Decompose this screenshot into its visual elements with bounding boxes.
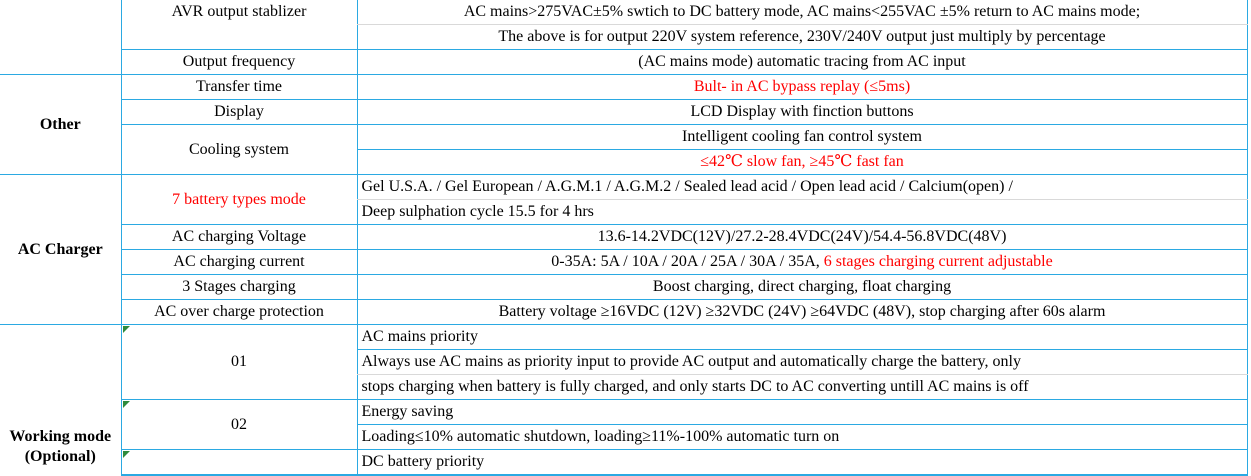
spec-label-text: 01 xyxy=(231,353,247,370)
cell-error-marker-icon xyxy=(123,326,130,333)
spec-value-cooling-line1 xyxy=(357,125,1247,150)
spec-label-avr xyxy=(121,0,357,50)
spec-value-output-frequency xyxy=(357,50,1247,75)
spec-label-text: AC charging current xyxy=(173,253,305,270)
spec-label-text: Cooling system xyxy=(188,140,289,158)
category-text-line1: Working mode xyxy=(9,428,112,445)
spec-label-mode-03 xyxy=(121,450,357,476)
spec-label-text-red: 7 battery types mode xyxy=(172,190,306,208)
spec-value-text: (AC mains mode) automatic tracing from AC input xyxy=(638,53,966,70)
spec-value-text: The above is for output 220V system reference, 230V/240V output just multiply by percentage xyxy=(498,28,1106,45)
spec-value-over-charge xyxy=(357,300,1247,325)
spec-label-battery-types xyxy=(121,175,357,225)
spec-label-text: 02 xyxy=(231,415,247,433)
spec-value-text: Boost charging, direct charging, float charging xyxy=(652,278,952,295)
spec-value-text: Gel U.S.A. / Gel European / A.G.M.1 / A.G.M.2 / Sealed lead acid / Open lead acid / Calcium(open) / xyxy=(361,178,1013,195)
category-text-line2: (Optional) xyxy=(24,448,96,465)
spec-value-text: DC battery priority xyxy=(361,453,485,470)
table-row xyxy=(0,300,1247,325)
spec-label-mode-01 xyxy=(121,325,357,400)
category-text: AC Charger xyxy=(17,240,103,258)
spec-value-text-red: 6 stages charging current adjustable xyxy=(823,253,1053,270)
spec-value-text: AC mains priority xyxy=(361,328,478,345)
spec-value-mode01-line1 xyxy=(357,325,1247,350)
spec-value-text: Always use AC mains as priority input to provide AC output and automatically charge the battery, only xyxy=(361,353,1021,370)
spec-value-text-red: Bult- in AC bypass replay (≤5ms) xyxy=(693,78,911,95)
spec-value-battery-line2 xyxy=(357,200,1247,225)
spec-label-stages-charging xyxy=(121,275,357,300)
spec-value-text: 13.6-14.2VDC(12V)/27.2-28.4VDC(24V)/54.4-56.8VDC(48V) xyxy=(597,228,1007,245)
spec-value-mode02-line1 xyxy=(357,400,1247,425)
table-row xyxy=(0,125,1247,150)
cell-error-marker-icon xyxy=(123,401,130,408)
spec-value-mode01-line3 xyxy=(357,375,1247,400)
spec-label-text: AVR output stablizer xyxy=(171,3,307,20)
spec-label-over-charge xyxy=(121,300,357,325)
spec-value-charging-voltage xyxy=(357,225,1247,250)
table-row xyxy=(0,450,1247,476)
category-cell-other xyxy=(0,75,121,175)
spec-value-text: stops charging when battery is fully charged, and only starts DC to AC converting untill AC mains is off xyxy=(361,378,1029,395)
spec-value-text: AC mains>275VAC±5% swtich to DC battery mode, AC mains<255VAC ±5% return to AC mains mode; xyxy=(463,3,1141,20)
spec-value-text: Deep sulphation cycle 15.5 for 4 hrs xyxy=(361,203,594,220)
table-row xyxy=(0,400,1247,425)
spec-value-mode02-line2 xyxy=(357,425,1247,450)
spec-value-avr-line1 xyxy=(357,0,1247,25)
spec-label-text: Output frequency xyxy=(182,53,296,70)
table-row xyxy=(0,175,1247,200)
spec-value-text: Intelligent cooling fan control system xyxy=(682,128,922,145)
spec-label-transfer-time xyxy=(121,75,357,100)
spec-label-text: AC charging Voltage xyxy=(171,228,307,245)
table-row xyxy=(0,225,1247,250)
spec-label-output-frequency xyxy=(121,50,357,75)
spec-label-text: 3 Stages charging xyxy=(182,278,296,295)
table-row xyxy=(0,250,1247,275)
spec-value-avr-line2 xyxy=(357,25,1247,50)
spec-label-mode-02 xyxy=(121,400,357,450)
category-cell-ac-charger xyxy=(0,175,121,325)
spec-value-cooling-line2 xyxy=(357,150,1247,175)
spec-label-display xyxy=(121,100,357,125)
spec-value-text: Loading≤10% automatic shutdown, loading≥11%-100% automatic turn on xyxy=(361,428,840,445)
category-cell-top-cutoff xyxy=(0,0,121,75)
spec-label-charging-current xyxy=(121,250,357,275)
table-row xyxy=(0,50,1247,75)
table-row xyxy=(0,100,1247,125)
spec-value-mode01-line2 xyxy=(357,350,1247,375)
table-row xyxy=(0,75,1247,100)
spec-label-cooling-system xyxy=(121,125,357,175)
spec-label-text: AC over charge protection xyxy=(154,303,324,320)
spec-value-text: Battery voltage ≥16VDC (12V) ≥32VDC (24V) ≥64VDC (48V), stop charging after 60s alarm xyxy=(498,303,1106,320)
category-text: Other xyxy=(39,115,81,133)
table-row xyxy=(0,275,1247,300)
spec-label-text: Display xyxy=(214,103,264,120)
spec-value-transfer-time xyxy=(357,75,1247,100)
spec-value-text: Energy saving xyxy=(361,403,454,420)
table-row xyxy=(0,0,1247,25)
spec-value-text: LCD Display with finction buttons xyxy=(690,103,914,120)
spec-value-text: 0-35A: 5A / 10A / 20A / 25A / 30A / 35A, xyxy=(551,253,824,270)
category-cell-working-mode xyxy=(0,325,121,476)
table-row xyxy=(0,325,1247,350)
spec-value-charging-current xyxy=(357,250,1247,275)
cell-error-marker-icon xyxy=(123,451,130,458)
spec-label-charging-voltage xyxy=(121,225,357,250)
spec-value-mode03-line1 xyxy=(357,450,1247,476)
spec-value-stages-charging xyxy=(357,275,1247,300)
spec-value-display xyxy=(357,100,1247,125)
spec-value-text-red: ≤42℃ slow fan, ≥45℃ fast fan xyxy=(700,153,904,170)
spec-value-battery-line1 xyxy=(357,175,1247,200)
spec-label-text: Transfer time xyxy=(195,78,283,95)
